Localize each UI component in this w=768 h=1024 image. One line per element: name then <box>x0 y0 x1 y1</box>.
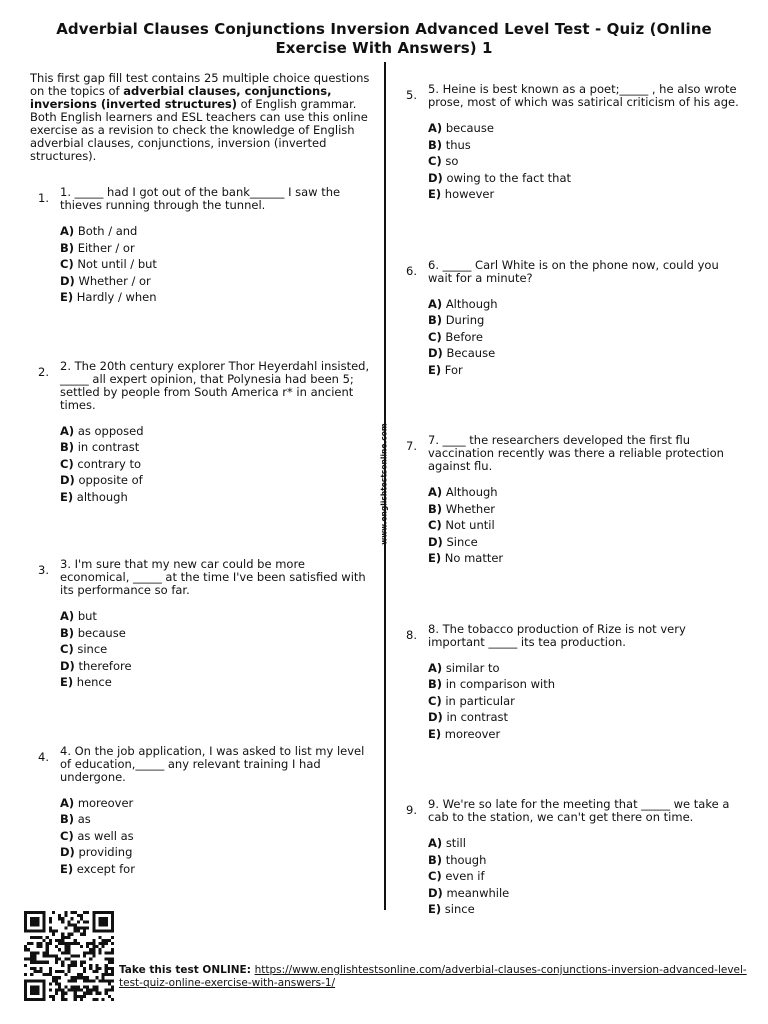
option-text: since <box>444 902 475 916</box>
answer-option[interactable] <box>428 534 743 551</box>
option-text: but <box>77 609 97 623</box>
option-text: Either / or <box>77 240 135 255</box>
answer-option[interactable] <box>60 472 375 489</box>
option-text: however <box>444 187 495 201</box>
answer-option[interactable] <box>60 223 375 240</box>
footer-test-link[interactable]: https://www.englishtestsonline.com/adverbial-clauses-conjunctions-inversion-advanced-level-test-quiz-online-exercise-with-answers-1/ <box>119 964 747 989</box>
question-number: 9. <box>406 803 417 817</box>
answer-option[interactable] <box>428 296 743 313</box>
answer-option[interactable] <box>60 273 375 290</box>
answer-option[interactable] <box>428 153 743 170</box>
option-letter: B) <box>428 852 443 867</box>
option-letter: A) <box>428 485 443 499</box>
option-letter: B) <box>60 240 75 255</box>
question-stem: 1. _____ had I got out of the bank______ I saw the thieves running through the tunnel. <box>60 185 341 212</box>
answer-option[interactable] <box>428 901 743 918</box>
option-text: as opposed <box>77 423 144 438</box>
question-stem: 4. On the job application, I was asked to list my level of education,_____ any relevant training I had undergone. <box>60 743 365 784</box>
option-text: although <box>76 489 128 504</box>
option-text: therefore <box>78 658 132 673</box>
left-column <box>30 72 375 931</box>
option-letter: E) <box>428 726 442 741</box>
answer-option[interactable] <box>60 439 375 456</box>
answer-option[interactable] <box>428 345 743 362</box>
option-text: in comparison with <box>445 677 556 691</box>
intro-paragraph <box>30 72 375 163</box>
answer-option[interactable] <box>60 861 375 878</box>
option-text: providing <box>78 845 133 859</box>
option-letter: E) <box>428 551 442 565</box>
option-letter: C) <box>428 329 442 344</box>
option-letter: C) <box>60 257 74 271</box>
answer-option[interactable] <box>428 852 743 869</box>
option-text: Although <box>445 485 498 499</box>
question-number: 5. <box>406 88 417 102</box>
option-text: moreover <box>77 795 134 810</box>
option-text: Not until <box>445 518 495 532</box>
option-text: moreover <box>444 726 501 741</box>
option-text: so <box>445 154 459 168</box>
question-number: 8. <box>406 627 417 642</box>
option-text: except for <box>76 861 135 876</box>
option-text: For <box>444 362 463 377</box>
answer-option[interactable] <box>428 501 743 518</box>
question-number: 3. <box>38 563 49 577</box>
option-text: thus <box>445 137 471 152</box>
option-text: in contrast <box>446 710 509 724</box>
option-text: because <box>445 121 494 135</box>
question-block <box>398 83 743 203</box>
answer-option[interactable] <box>60 674 375 691</box>
intro-text-1: This first gap fill test contains 25 multiple choice questions on the topics of <box>30 71 370 98</box>
option-letter: E) <box>60 861 74 876</box>
answer-option[interactable] <box>428 170 743 187</box>
option-letter: A) <box>60 423 75 438</box>
answer-option[interactable] <box>428 186 743 203</box>
option-text: owing to the fact that <box>446 170 572 185</box>
option-letter: E) <box>428 187 442 201</box>
answer-option[interactable] <box>60 256 375 273</box>
intro-bold-topics: adverbial clauses, conjunctions, inversions (inverted structures) <box>30 84 332 111</box>
option-letter: C) <box>60 456 74 471</box>
answer-option[interactable] <box>60 828 375 845</box>
qr-code-icon <box>24 911 114 1001</box>
option-letter: E) <box>60 675 74 689</box>
answer-option[interactable] <box>60 423 375 440</box>
option-text: Since <box>446 534 478 549</box>
option-text: contrary to <box>77 456 142 471</box>
footer <box>119 964 749 990</box>
option-text: Hardly / when <box>76 290 157 304</box>
answer-option[interactable] <box>428 329 743 346</box>
option-letter: A) <box>60 795 75 810</box>
question-stem: 7. ____ the researchers developed the first flu vaccination recently was there a reliable protection against flu. <box>428 433 724 473</box>
side-watermark-url: www.englishtestsonline.com <box>379 423 389 545</box>
answer-option[interactable] <box>428 726 743 743</box>
answer-option[interactable] <box>428 868 743 885</box>
option-letter: B) <box>60 625 75 640</box>
option-letter: A) <box>428 836 443 850</box>
option-letter: C) <box>428 693 442 708</box>
answer-option[interactable] <box>60 489 375 506</box>
answer-option[interactable] <box>428 517 743 534</box>
option-text: Because <box>446 346 496 360</box>
option-letter: E) <box>428 362 442 377</box>
option-letter: B) <box>428 137 443 152</box>
option-text: During <box>445 313 485 327</box>
answer-option[interactable] <box>60 795 375 812</box>
question-stem: 8. The tobacco production of Rize is not very important _____ its tea production. <box>428 621 686 649</box>
option-letter: D) <box>428 170 443 185</box>
option-letter: B) <box>428 313 443 327</box>
question-stem: 3. I'm sure that my new car could be more economical, _____ at the time I've been satisfied with its performance so far. <box>60 557 366 597</box>
question-block <box>398 798 743 918</box>
question-number: 7. <box>406 439 417 453</box>
page-title: Adverbial Clauses Conjunctions Inversion Advanced Level Test - Quiz (Online Exercise With Answers) 1 <box>56 20 712 57</box>
option-letter: D) <box>428 885 443 900</box>
question-stem: 9. We're so late for the meeting that _____ we take a cab to the station, we can't get there on time. <box>428 797 730 824</box>
option-letter: C) <box>428 869 442 883</box>
question-stem: 2. The 20th century explorer Thor Heyerdahl insisted, _____ all expert opinion, that Polynesia had been 5; settled by people from South America r* in ancient times. <box>60 358 370 412</box>
option-text: Although <box>445 296 498 311</box>
option-text: even if <box>445 869 485 883</box>
option-text: though <box>445 852 487 867</box>
intro-text-2: of English grammar. Both English learners and ESL teachers can use this online exercise as a revision to check the knowledge of English adverbial clauses, conjunctions, inversion (inverted structures). <box>30 97 368 163</box>
question-stem: 6. _____ Carl White is on the phone now, could you wait for a minute? <box>428 257 719 285</box>
option-letter: A) <box>428 660 443 675</box>
option-letter: B) <box>60 440 75 454</box>
answer-option[interactable] <box>428 550 743 567</box>
option-letter: A) <box>60 609 75 623</box>
option-text: since <box>77 642 108 656</box>
option-letter: A) <box>428 296 443 311</box>
option-text: because <box>77 625 126 640</box>
option-text: Not until / but <box>77 257 157 271</box>
option-letter: D) <box>60 473 75 487</box>
answer-option[interactable] <box>428 137 743 154</box>
footer-label: Take this test ONLINE: <box>119 964 255 976</box>
option-text: in particular <box>445 693 515 708</box>
question-number: 6. <box>406 263 417 278</box>
option-letter: E) <box>428 902 442 916</box>
question-block <box>30 186 375 306</box>
question-number: 2. <box>38 364 49 379</box>
left-question-list <box>30 186 375 877</box>
question-block <box>398 259 743 379</box>
answer-option[interactable] <box>60 608 375 625</box>
question-block <box>30 745 375 878</box>
option-text: still <box>445 836 466 850</box>
answer-option[interactable] <box>60 289 375 306</box>
option-letter: D) <box>60 273 75 288</box>
option-text: opposite of <box>78 473 143 487</box>
option-letter: A) <box>60 224 75 238</box>
answer-option[interactable] <box>428 362 743 379</box>
answer-option[interactable] <box>428 693 743 710</box>
question-block <box>30 558 375 691</box>
answer-option[interactable] <box>428 660 743 677</box>
option-text: hence <box>76 675 112 689</box>
option-text: No matter <box>444 551 504 565</box>
option-letter: C) <box>60 642 74 656</box>
option-text: meanwhile <box>446 885 510 900</box>
option-letter: C) <box>60 828 74 843</box>
option-letter: B) <box>428 677 443 691</box>
answer-option[interactable] <box>428 709 743 726</box>
option-text: Before <box>445 329 483 344</box>
option-text: Whether / or <box>78 273 151 288</box>
option-text: similar to <box>445 660 500 675</box>
answer-option[interactable] <box>60 811 375 828</box>
option-letter: D) <box>60 845 75 859</box>
answer-option[interactable] <box>428 120 743 137</box>
option-letter: D) <box>428 534 443 549</box>
answer-option[interactable] <box>428 312 743 329</box>
answer-option[interactable] <box>60 658 375 675</box>
question-number: 4. <box>38 749 49 764</box>
answer-option[interactable] <box>428 835 743 852</box>
option-letter: C) <box>428 154 442 168</box>
option-letter: B) <box>60 812 75 826</box>
answer-option[interactable] <box>60 625 375 642</box>
option-text: Whether <box>445 501 496 516</box>
option-text: in contrast <box>77 440 140 454</box>
question-block <box>398 623 743 743</box>
option-letter: E) <box>60 290 74 304</box>
right-column <box>398 83 743 974</box>
option-letter: A) <box>428 121 443 135</box>
option-letter: C) <box>428 518 442 532</box>
answer-option[interactable] <box>60 641 375 658</box>
answer-option[interactable] <box>428 484 743 501</box>
option-letter: D) <box>428 710 443 724</box>
question-number: 1. <box>38 191 49 205</box>
question-block <box>398 434 743 567</box>
option-letter: B) <box>428 501 443 516</box>
answer-option[interactable] <box>428 676 743 693</box>
answer-option[interactable] <box>60 844 375 861</box>
option-letter: D) <box>60 658 75 673</box>
right-question-list <box>398 83 743 918</box>
option-text: Both / and <box>77 224 138 238</box>
answer-option[interactable] <box>428 885 743 902</box>
question-stem: 5. Heine is best known as a poet;_____ , he also wrote prose, most of which was satirical criticism of his age. <box>428 82 739 109</box>
question-block <box>30 360 375 506</box>
option-text: as well as <box>77 828 134 843</box>
option-letter: D) <box>428 346 443 360</box>
answer-option[interactable] <box>60 456 375 473</box>
answer-option[interactable] <box>60 240 375 257</box>
option-text: as <box>77 812 91 826</box>
option-letter: E) <box>60 489 74 504</box>
